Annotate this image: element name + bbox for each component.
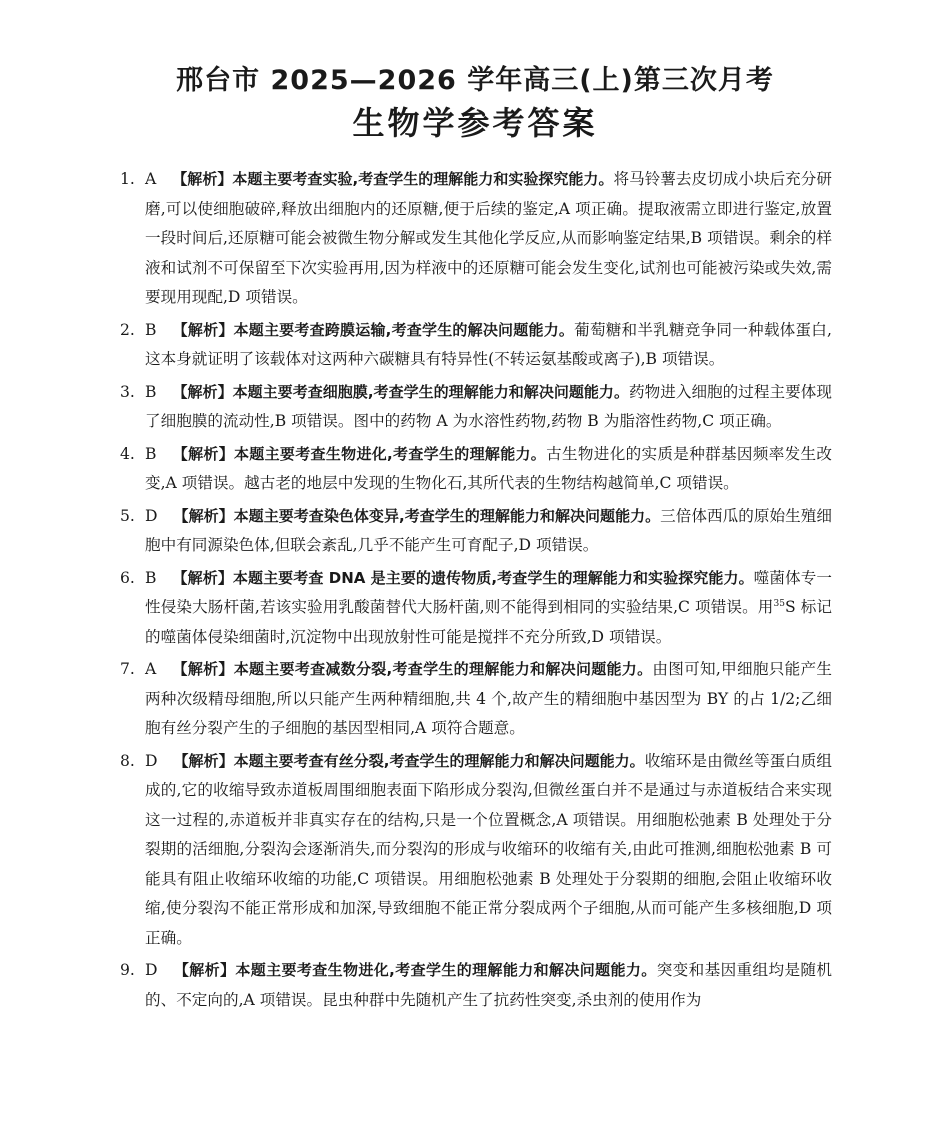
item-number: 7. — [120, 660, 135, 678]
item-text: 葡萄糖和半乳糖竞争同一种载体蛋白,这本身就证明了该载体对这两种六碳糖具有特异性(不转运氨基酸或离子),B 项错误。 — [145, 320, 833, 368]
item-answer: D — [145, 961, 158, 979]
item-heading: 【解析】本题主要考查跨膜运输,考查学生的解决问题能力。 — [172, 320, 575, 339]
document-subtitle: 生物学参考答案 — [352, 104, 598, 142]
item-number: 6. — [120, 568, 135, 587]
item-number: 8. — [120, 751, 135, 770]
answer-item-2 — [120, 316, 832, 375]
item-answer: D — [145, 751, 158, 770]
item-text: 收缩环是由微丝等蛋白质组成的,它的收缩导致赤道板周围细胞表面下陷形成分裂沟,但微丝蛋白并不是通过与赤道板结合来实现这一过程的,赤道板并非真实存在的结构,只是一个位置概念,A 项错误。用细胞松弛素 B 处理处于分裂期的活细胞,分裂沟会逐渐消失,而分裂沟的形成与收缩环的收缩有关,由此可推测,细胞松弛素 B 可能具有阻止收缩环收缩的功能,C 项错误。用细胞松弛素 B 处理处于分裂期的细胞,会阻止收缩环收缩,使分裂沟不能正常形成和加深,导致细胞不能正常分裂成两个子细胞,从而可能产生多核细胞,D 项正确。 — [145, 751, 832, 947]
item-answer: A — [145, 660, 157, 678]
item-number: 1. — [120, 170, 135, 188]
item-heading: 【解析】本题主要考查减数分裂,考查学生的理解能力和解决问题能力。 — [172, 660, 653, 678]
answer-item-5 — [120, 502, 832, 561]
item-number: 4. — [120, 444, 135, 463]
item-answer: B — [145, 568, 157, 587]
item-heading: 【解析】本题主要考查有丝分裂,考查学生的理解能力和解决问题能力。 — [173, 751, 645, 770]
item-heading: 【解析】本题主要考查染色体变异,考查学生的理解能力和解决问题能力。 — [173, 506, 661, 525]
item-answer: B — [145, 444, 157, 463]
answer-item-9 — [120, 956, 832, 1015]
document-title: 邢台市 2025—2026 学年高三(上)第三次月考 — [176, 65, 774, 96]
answer-item-3 — [120, 378, 832, 437]
item-number: 2. — [120, 320, 135, 339]
answer-item-1 — [120, 165, 832, 313]
answer-item-4 — [120, 440, 832, 499]
item-text-continued: S 标记的噬菌体侵染细菌时,沉淀物中出现放射性可能是搅拌不充分所致,D 项错误。 — [145, 598, 833, 646]
item-text: 药物进入细胞的过程主要体现了细胞膜的流动性,B 项错误。图中的药物 A 为水溶性药物,药物 B 为脂溶性药物,C 项正确。 — [145, 382, 832, 430]
item-text: 噬菌体专一性侵染大肠杆菌,若该实验用乳酸菌替代大肠杆菌,则不能得到相同的实验结果,C 项错误。用 — [145, 568, 832, 616]
item-answer: B — [145, 320, 157, 339]
item-text: 三倍体西瓜的原始生殖细胞中有同源染色体,但联会紊乱,几乎不能产生可育配子,D 项错误。 — [145, 506, 832, 554]
answer-item-7 — [120, 655, 832, 744]
item-text: 将马铃薯去皮切成小块后充分研磨,可以使细胞破碎,释放出细胞内的还原糖,便于后续的鉴定,A 项正确。提取液需立即进行鉴定,放置一段时间后,还原糖可能会被微生物分解或发生其他化学反应,从而影响鉴定结果,B 项错误。剩余的样液和试剂不可保留至下次实验再用,因为样液中的还原糖可能会发生变化,试剂也可能被污染或失效,需要现用现配,D 项错误。 — [145, 170, 832, 306]
answer-list — [120, 165, 832, 1018]
item-heading: 【解析】本题主要考查生物进化,考查学生的理解能力。 — [172, 444, 547, 463]
item-heading: 【解析】本题主要考查实验,考查学生的理解能力和实验探究能力。 — [172, 170, 614, 188]
item-heading: 【解析】本题主要考查细胞膜,考查学生的理解能力和解决问题能力。 — [172, 382, 629, 401]
item-text: 由图可知,甲细胞只能产生两种次级精母细胞,所以只能产生两种精细胞,共 4 个,故产生的精细胞中基因型为 BY 的占 1/2;乙细胞有丝分裂产生的子细胞的基因型相同,A 项符合题意。 — [145, 660, 832, 737]
item-number: 5. — [120, 506, 135, 525]
item-answer: B — [145, 382, 157, 401]
isotope-superscript: 35 — [773, 598, 785, 609]
item-answer: A — [145, 170, 157, 188]
answer-item-6 — [120, 564, 832, 653]
item-number: 9. — [120, 961, 135, 979]
item-number: 3. — [120, 382, 135, 401]
item-text: 突变和基因重组均是随机的、不定向的,A 项错误。昆虫种群中先随机产生了抗药性突变,杀虫剂的使用作为 — [145, 961, 832, 1009]
answer-item-8 — [120, 747, 832, 954]
item-answer: D — [145, 506, 158, 525]
item-text: 古生物进化的实质是种群基因频率发生改变,A 项错误。越古老的地层中发现的生物化石,其所代表的生物结构越简单,C 项错误。 — [145, 444, 832, 492]
item-heading: 【解析】本题主要考查 DNA 是主要的遗传物质,考查学生的理解能力和实验探究能力。 — [172, 568, 754, 587]
item-heading: 【解析】本题主要考查生物进化,考查学生的理解能力和解决问题能力。 — [173, 961, 657, 979]
